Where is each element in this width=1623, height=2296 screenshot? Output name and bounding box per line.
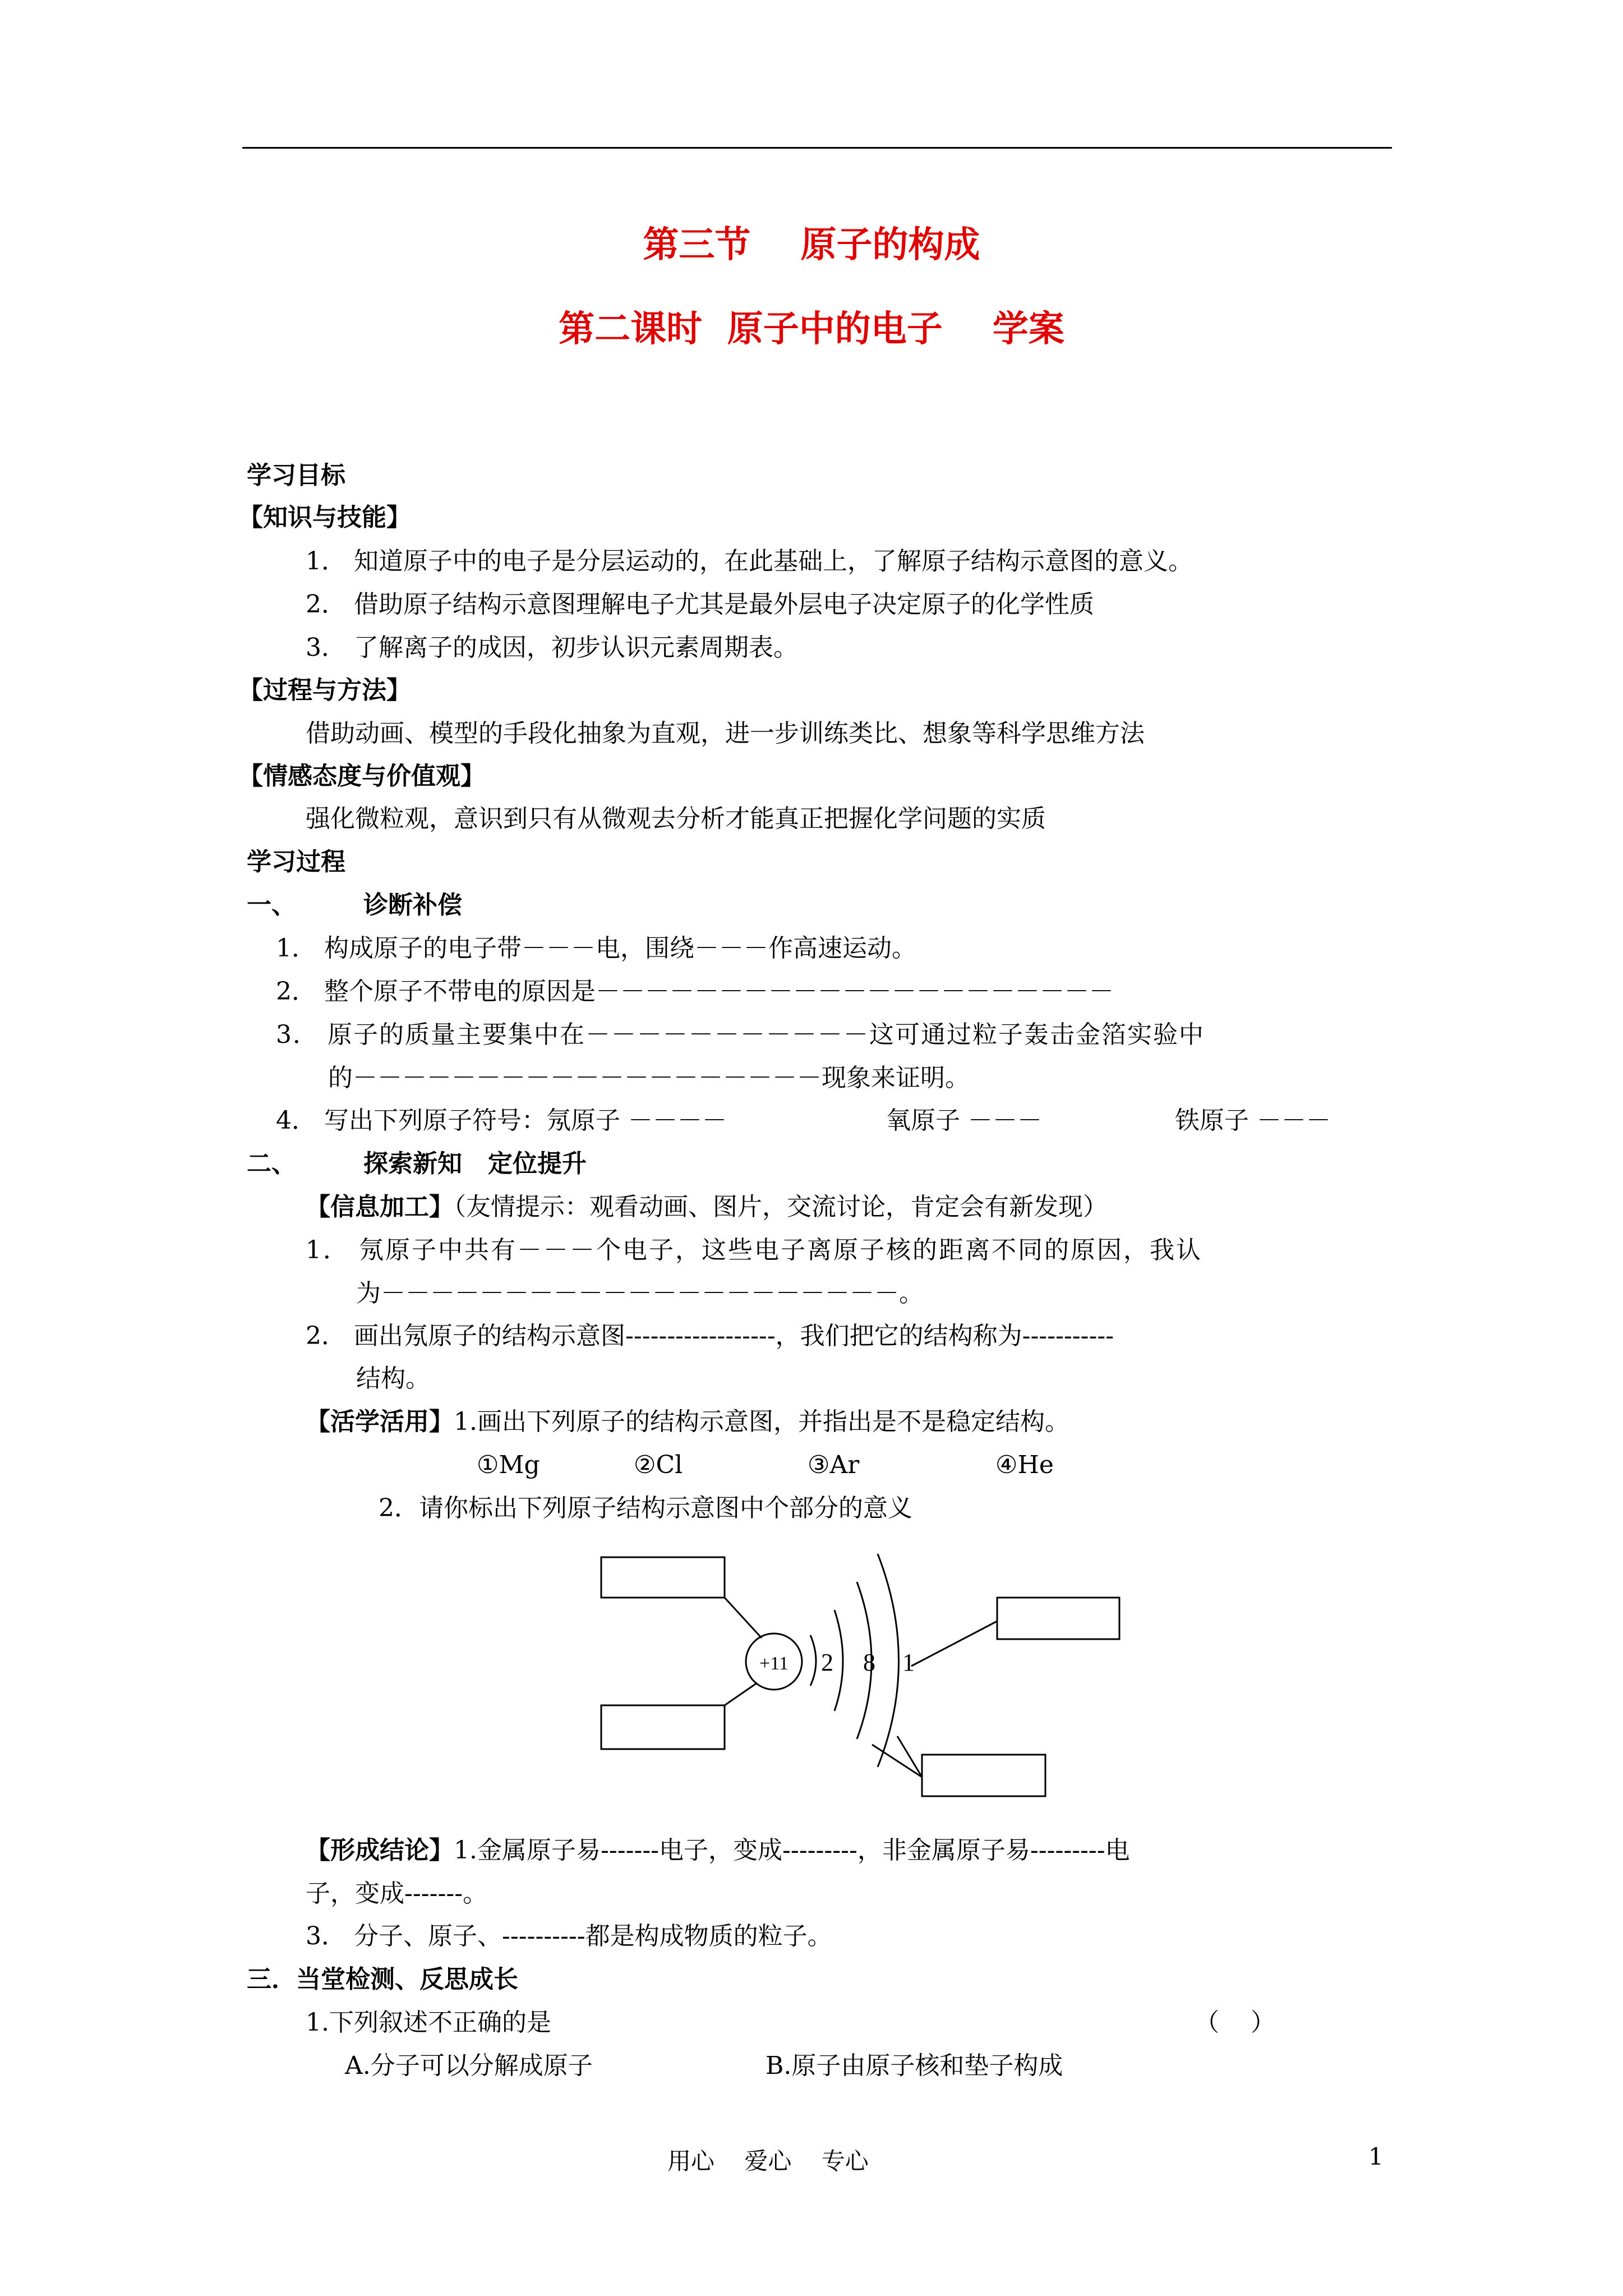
shell-electron-count: 1: [902, 1649, 915, 1676]
question-4-oxygen: 氧原子 －－－: [886, 1106, 1042, 1135]
option-a: A.分子可以分解成原子: [345, 2051, 593, 2080]
objectives-heading: 学习目标: [247, 461, 345, 490]
pointer-line: [911, 1621, 997, 1666]
answer-parentheses: （ ）: [1195, 2008, 1275, 2037]
knowledge-item: 1． 知道原子中的电子是分层运动的，在此基础上，了解原子结构示意图的意义。: [306, 547, 1193, 576]
shell-arc: [878, 1554, 899, 1767]
section-1-title: 诊断补偿: [363, 891, 462, 919]
nucleus-charge: +11: [759, 1653, 789, 1674]
conclusion-item-3: 3． 分子、原子、----------都是构成物质的粒子。: [306, 1922, 832, 1950]
pointer-line: [725, 1598, 762, 1638]
question-3: 3． 原子的质量主要集中在－－－－－－－－－－－这可通过粒子轰击金箔实验中: [276, 1020, 1205, 1049]
info-item-2: 2． 画出氖原子的结构示意图------------------，我们把它的结构称为-----------: [306, 1322, 1114, 1350]
apply-item-2: 2．请你标出下列原子结构示意图中个部分的意义: [379, 1494, 912, 1522]
shell-arc: [810, 1635, 816, 1686]
info-item-1-continued: 为－－－－－－－－－－－－－－－－－－－－－。: [356, 1279, 924, 1308]
emotion-heading: 【情感态度与价值观】: [238, 762, 485, 790]
knowledge-item: 2． 借助原子结构示意图理解电子尤其是最外层电子决定原子的化学性质: [306, 590, 1094, 619]
conclusion-tag: 【形成结论】: [306, 1836, 454, 1865]
info-processing: [306, 1190, 1108, 1224]
shell-electron-count: 8: [863, 1649, 875, 1676]
atom-option: ④He: [995, 1451, 1054, 1479]
section-3-title: 三．当堂检测、反思成长: [247, 1965, 518, 1994]
apply-text: 1.画出下列原子的结构示意图，并指出是不是稳定结构。: [454, 1407, 1069, 1436]
label-box-bottom-right: [922, 1755, 1045, 1796]
info-item-1: 1． 氖原子中共有－－－个电子，这些电子离原子核的距离不同的原因，我认: [306, 1236, 1202, 1264]
section-2-number: 二、: [247, 1149, 296, 1178]
knowledge-item: 3． 了解离子的成因，初步认识元素周期表。: [306, 633, 798, 662]
atom-option: ②Cl: [634, 1451, 683, 1479]
process-method-heading: 【过程与方法】: [238, 676, 411, 705]
label-box-top-left: [601, 1557, 725, 1598]
apply-tag: 【活学活用】: [306, 1407, 454, 1436]
shell-electron-count: 2: [821, 1649, 833, 1676]
label-box-right: [997, 1598, 1119, 1639]
info-processing-text: （友情提示：观看动画、图片，交流讨论，肯定会有新发现）: [454, 1193, 1108, 1221]
atom-option: ③Ar: [808, 1451, 860, 1479]
info-item-2-continued: 结构。: [356, 1364, 430, 1393]
conclusion-continued: 子，变成-------。: [306, 1879, 488, 1908]
page-number: 1: [1368, 2143, 1384, 2170]
learning-process-heading: 学习过程: [247, 848, 345, 876]
pointer-line: [725, 1683, 757, 1705]
info-processing-tag: 【信息加工】: [306, 1193, 454, 1221]
question-2: 2． 整个原子不带电的原因是－－－－－－－－－－－－－－－－－－－－－: [276, 977, 1114, 1006]
label-box-bottom-left: [601, 1705, 725, 1749]
process-method-text: 借助动画、模型的手段化抽象为直观，进一步训练类比、想象等科学思维方法: [306, 719, 1145, 748]
pointer-line: [897, 1736, 922, 1777]
question-3-continued: 的－－－－－－－－－－－－－－－－－－－现象来证明。: [328, 1064, 970, 1092]
section-2-title: 探索新知 定位提升: [363, 1149, 587, 1178]
page-title: 第三节 原子的构成: [643, 224, 980, 266]
apply-section: [306, 1405, 1069, 1439]
emotion-text: 强化微粒观，意识到只有从微观去分析才能真正把握化学问题的实质: [306, 804, 1046, 833]
conclusion-text: 1.金属原子易-------电子，变成---------，非金属原子易---------电: [454, 1836, 1130, 1865]
footer-motto: 用心 爱心 专心: [667, 2147, 869, 2175]
knowledge-heading: 【知识与技能】: [238, 503, 411, 532]
question-1: 1． 构成原子的电子带－－－电，围绕－－－作高速运动。: [276, 934, 916, 963]
test-question-1: 1.下列叙述不正确的是: [306, 2008, 551, 2037]
conclusion-section: [306, 1834, 1130, 1867]
section-1-number: 一、: [247, 891, 296, 919]
header-rule: [242, 147, 1392, 149]
shell-arc: [834, 1610, 843, 1711]
atom-option: ①Mg: [477, 1451, 540, 1479]
option-b: B.原子由原子核和垫子构成: [766, 2051, 1063, 2080]
atom-structure-diagram: [583, 1515, 1144, 1829]
page-subtitle: 第二课时 原子中的电子 学案: [559, 308, 1064, 350]
question-4: 4． 写出下列原子符号：氖原子 －－－－: [276, 1106, 727, 1135]
question-4-iron: 铁原子 －－－: [1175, 1106, 1331, 1135]
